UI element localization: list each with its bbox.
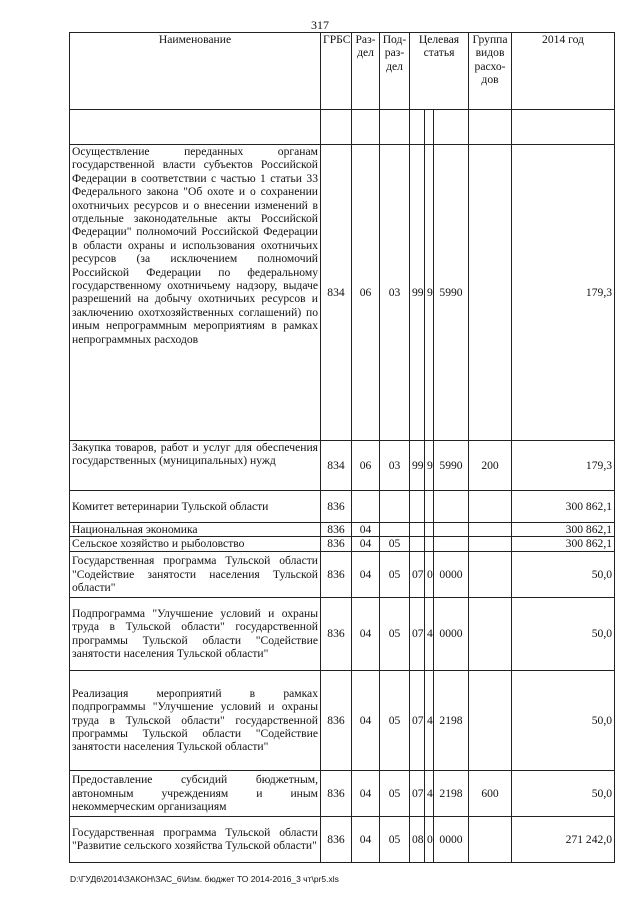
cell-target-program: 07 [410,670,425,770]
cell-razdel: 04 [352,597,380,670]
cell-target-program [410,537,425,551]
header-vid: Группа видов расхо-дов [469,33,512,110]
table-row [70,441,615,491]
header-grbs: ГРБС [321,33,352,110]
cell-razdel: 04 [352,537,380,551]
cell-podrazdel: 03 [380,145,410,441]
cell-vid [469,491,512,523]
budget-table [69,32,615,863]
cell-vid [469,537,512,551]
cell-vid [469,551,512,597]
cell-grbs: 836 [321,597,352,670]
cell-podrazdel [380,523,410,537]
cell-name: Государственная программа Тульской области "Развитие сельского хозяйства Тульской области" [70,816,321,862]
cell-podrazdel: 05 [380,770,410,816]
cell-sum: 300 862,1 [512,523,615,537]
cell-sum: 271 242,0 [512,816,615,862]
cell-name: Предоставление субсидий бюджетным, автономным учреждениям и иным некоммерческим организациям [70,770,321,816]
cell-target-code: 0000 [434,551,469,597]
cell-target-code: 5990 [434,145,469,441]
cell-target-code: 0000 [434,816,469,862]
cell-grbs: 836 [321,491,352,523]
cell-razdel: 04 [352,523,380,537]
cell-name: Закупка товаров, работ и услуг для обеспечения государственных (муниципальных) нужд [70,441,321,491]
cell-target-subprogram: 4 [425,670,434,770]
page-number: 317 [311,18,329,32]
cell-target-program: 99 [410,145,425,441]
table-row [70,816,615,862]
table-row [70,597,615,670]
cell-name: Сельское хозяйство и рыболовство [70,537,321,551]
cell-grbs: 836 [321,537,352,551]
cell-grbs: 834 [321,441,352,491]
cell-target-program [410,523,425,537]
cell-sum: 50,0 [512,551,615,597]
file-path-footer: D:\ГУД6\2014\ЗАКОН\ЗАС_6\Изм. бюджет ТО 2014-2016_3 чт\pr5.xls [70,874,339,884]
cell-sum: 179,3 [512,441,615,491]
cell-razdel: 04 [352,551,380,597]
cell-target-code: 2198 [434,770,469,816]
cell-razdel: 04 [352,670,380,770]
cell-name: Национальная экономика [70,523,321,537]
cell-grbs: 836 [321,551,352,597]
cell-target-subprogram [425,523,434,537]
table-row [70,491,615,523]
cell-vid [469,597,512,670]
cell-razdel [352,491,380,523]
cell-target-subprogram: 4 [425,597,434,670]
cell-vid [469,670,512,770]
cell-target-code: 5990 [434,441,469,491]
cell-target-program: 99 [410,441,425,491]
cell-sum: 50,0 [512,770,615,816]
cell-target-subprogram: 0 [425,551,434,597]
cell-vid: 200 [469,441,512,491]
cell-target-program: 07 [410,551,425,597]
cell-podrazdel: 05 [380,537,410,551]
cell-target-program: 07 [410,770,425,816]
cell-razdel: 06 [352,441,380,491]
cell-target-program [410,491,425,523]
cell-target-subprogram [425,537,434,551]
cell-target-subprogram [425,491,434,523]
cell-grbs: 836 [321,770,352,816]
cell-vid [469,523,512,537]
table-row [70,670,615,770]
table-body [70,145,615,863]
cell-target-code [434,491,469,523]
cell-grbs: 836 [321,670,352,770]
cell-podrazdel: 05 [380,670,410,770]
cell-target-code: 2198 [434,670,469,770]
cell-vid [469,145,512,441]
table-row [70,551,615,597]
table-row [70,537,615,551]
cell-razdel: 06 [352,145,380,441]
cell-sum: 179,3 [512,145,615,441]
cell-target-code [434,523,469,537]
cell-grbs: 836 [321,523,352,537]
header-name: Наименование [70,33,321,110]
cell-name: Реализация мероприятий в рамках подпрограммы "Улучшение условий и охраны труда в Тульской области" государственной программы Тульской области "Содействие занятости населения Тульской области" [70,670,321,770]
cell-grbs: 834 [321,145,352,441]
cell-name: Осуществление переданных органам государственной власти субъектов Российской Федерации в соответствии с частью 1 статьи 33 Федерального закона "Об охоте и о сохранении охотничьих ресурсов и о внесении изменений в отдельные законодательные акты Российской Федерации" полномочий Российской Федерации в области охраны и использования охотничьих ресурсов (за исключением полномочий Российской Федерации по федеральному государственному охотничьему надзору, выдаче разрешений на добычу охотничьих ресурсов и заключению охотхозяйственных соглашений) по иным непрограммным мероприятиям в рамках непрограммных расходов [70,145,321,441]
header-razdel: Раз-дел [352,33,380,110]
cell-podrazdel: 03 [380,441,410,491]
cell-target-program: 07 [410,597,425,670]
cell-razdel: 04 [352,770,380,816]
cell-name: Подпрограмма "Улучшение условий и охраны труда в Тульской области" государственной программы Тульской области "Содействие занятости населения Тульской области" [70,597,321,670]
cell-target-subprogram: 9 [425,145,434,441]
header-year: 2014 год [512,33,615,110]
cell-sum: 300 862,1 [512,491,615,523]
cell-vid [469,816,512,862]
cell-target-subprogram: 4 [425,770,434,816]
cell-podrazdel: 05 [380,551,410,597]
cell-sum: 50,0 [512,670,615,770]
cell-name: Комитет ветеринарии Тульской области [70,491,321,523]
table-row [70,770,615,816]
cell-name: Государственная программа Тульской области "Содействие занятости населения Тульской области" [70,551,321,597]
cell-grbs: 836 [321,816,352,862]
cell-target-program: 08 [410,816,425,862]
cell-sum: 300 862,1 [512,537,615,551]
header-podrazdel: Под-раз-дел [380,33,410,110]
header-target: Целевая статья [410,33,469,110]
cell-target-code [434,537,469,551]
cell-vid: 600 [469,770,512,816]
cell-podrazdel: 05 [380,816,410,862]
cell-podrazdel [380,491,410,523]
cell-target-code: 0000 [434,597,469,670]
cell-sum: 50,0 [512,597,615,670]
cell-razdel: 04 [352,816,380,862]
header-spacer-row [70,110,615,145]
cell-podrazdel: 05 [380,597,410,670]
cell-target-subprogram: 9 [425,441,434,491]
table-row [70,145,615,441]
table-row [70,523,615,537]
cell-target-subprogram: 0 [425,816,434,862]
table-header-row [70,33,615,110]
